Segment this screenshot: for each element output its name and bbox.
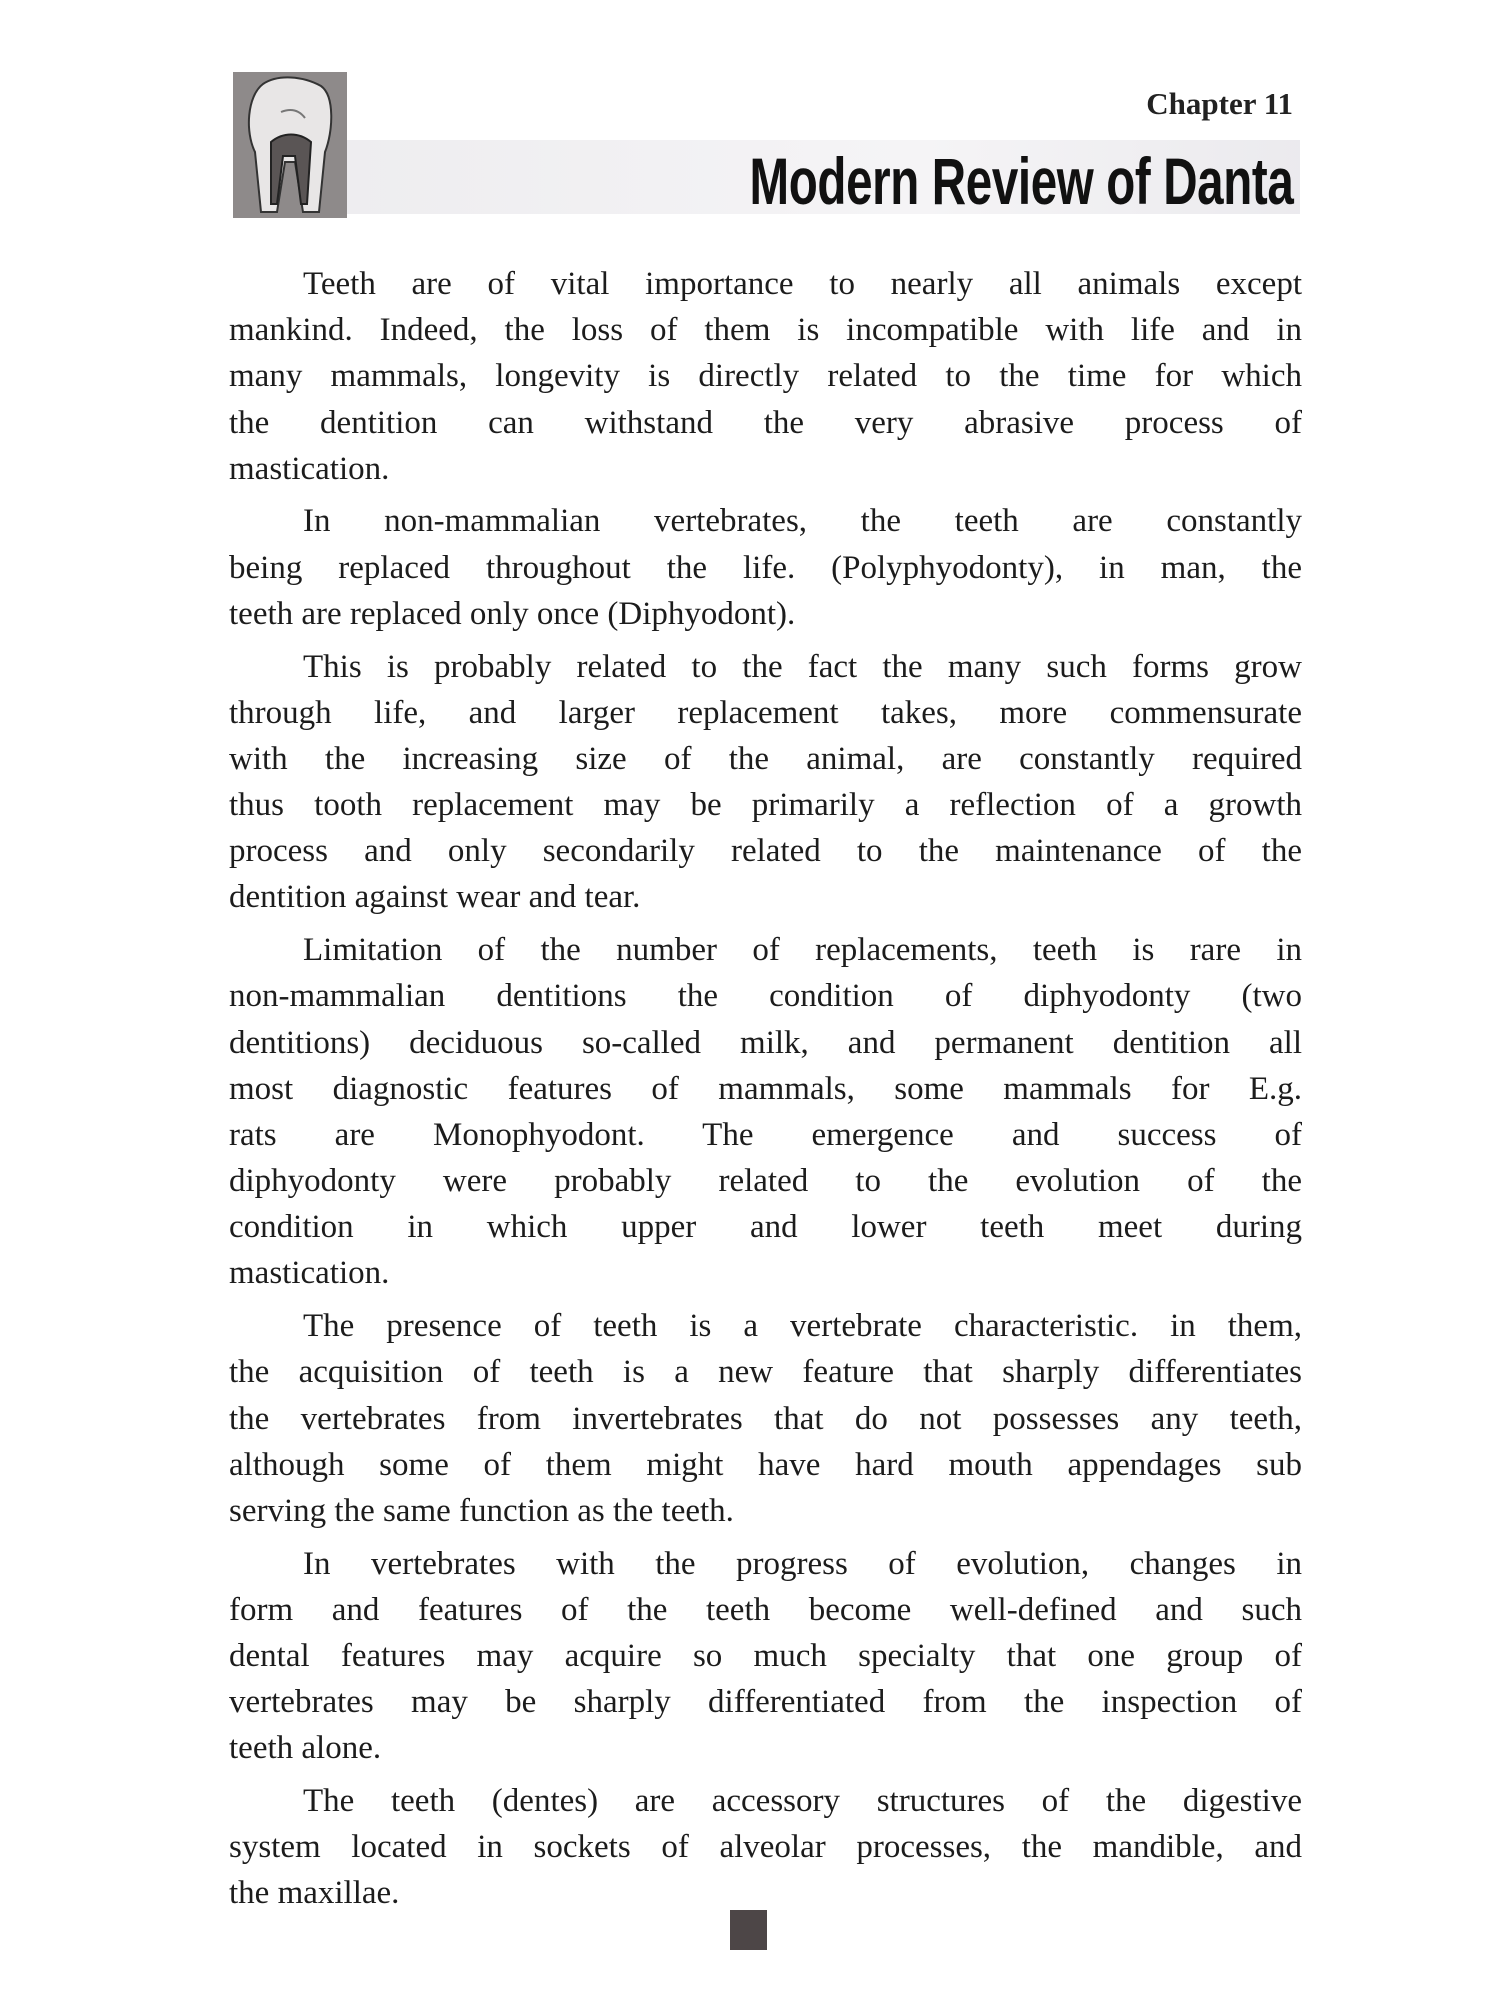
text-line: mankind. Indeed, the loss of them is incompatible with life and in (229, 312, 1302, 349)
text-line: mastication. (229, 450, 390, 487)
text-line: vertebrates may be sharply differentiated from the inspection of (229, 1684, 1302, 1721)
text-line: condition in which upper and lower teeth meet during (229, 1209, 1302, 1246)
text-line: dentitions) deciduous so-called milk, and permanent dentition all (229, 1024, 1302, 1061)
paragraph (229, 1303, 1302, 1534)
text-line: Teeth are of vital importance to nearly all animals except (303, 266, 1302, 302)
paragraph (229, 1778, 1302, 1917)
text-line: rats are Monophyodont. The emergence and success of (229, 1116, 1302, 1153)
text-line: most diagnostic features of mammals, some mammals for E.g. (229, 1070, 1302, 1107)
text-line: The teeth (dentes) are accessory structures of the digestive (303, 1783, 1302, 1819)
text-line: the maxillae. (229, 1875, 400, 1912)
text-line: non-mammalian dentitions the condition of diphyodonty (two (229, 978, 1302, 1015)
text-line: being replaced throughout the life. (Polyphyodonty), in man, the (229, 549, 1302, 586)
text-line: diphyodonty were probably related to the evolution of the (229, 1163, 1302, 1200)
text-line: the vertebrates from invertebrates that do not possesses any teeth, (229, 1400, 1302, 1437)
paragraph (229, 261, 1302, 492)
text-line: process and only secondarily related to the maintenance of the (229, 833, 1302, 870)
chapter-label: Chapter 11 (1146, 86, 1293, 121)
text-line: Limitation of the number of replacements, teeth is rare in (303, 932, 1302, 969)
text-line: In non-mammalian vertebrates, the teeth are constantly (303, 503, 1302, 540)
text-line: dentition against wear and tear. (229, 879, 641, 916)
paragraph (229, 927, 1302, 1297)
paragraph (229, 498, 1302, 637)
text-line: This is probably related to the fact the many such forms grow (303, 648, 1302, 685)
page-number-marker (730, 1910, 767, 1950)
text-line: the dentition can withstand the very abrasive process of (229, 404, 1302, 441)
body-text (229, 261, 1302, 1923)
text-line: system located in sockets of alveolar processes, the mandible, and (229, 1829, 1302, 1866)
text-line: teeth alone. (229, 1730, 382, 1767)
text-line: The presence of teeth is a vertebrate characteristic. in them, (303, 1308, 1302, 1345)
text-line: form and features of the teeth become well-defined and such (229, 1591, 1302, 1628)
paragraph (229, 644, 1302, 921)
text-line: the acquisition of teeth is a new feature that sharply differentiates (229, 1354, 1302, 1391)
text-line: many mammals, longevity is directly related to the time for which (229, 358, 1302, 395)
text-line: through life, and larger replacement takes, more commensurate (229, 694, 1302, 731)
chapter-title: Modern Review of Danta (749, 144, 1293, 218)
text-line: with the increasing size of the animal, are constantly required (229, 740, 1302, 777)
text-line: In vertebrates with the progress of evolution, changes in (303, 1545, 1302, 1582)
text-line: mastication. (229, 1255, 390, 1292)
text-line: thus tooth replacement may be primarily a reflection of a growth (229, 787, 1302, 824)
text-line: although some of them might have hard mouth appendages sub (229, 1446, 1302, 1483)
text-line: teeth are replaced only once (Diphyodont). (229, 595, 796, 632)
text-line: serving the same function as the teeth. (229, 1492, 734, 1529)
text-line: dental features may acquire so much specialty that one group of (229, 1637, 1302, 1674)
tooth-cross-section-icon (233, 72, 347, 218)
paragraph (229, 1541, 1302, 1772)
